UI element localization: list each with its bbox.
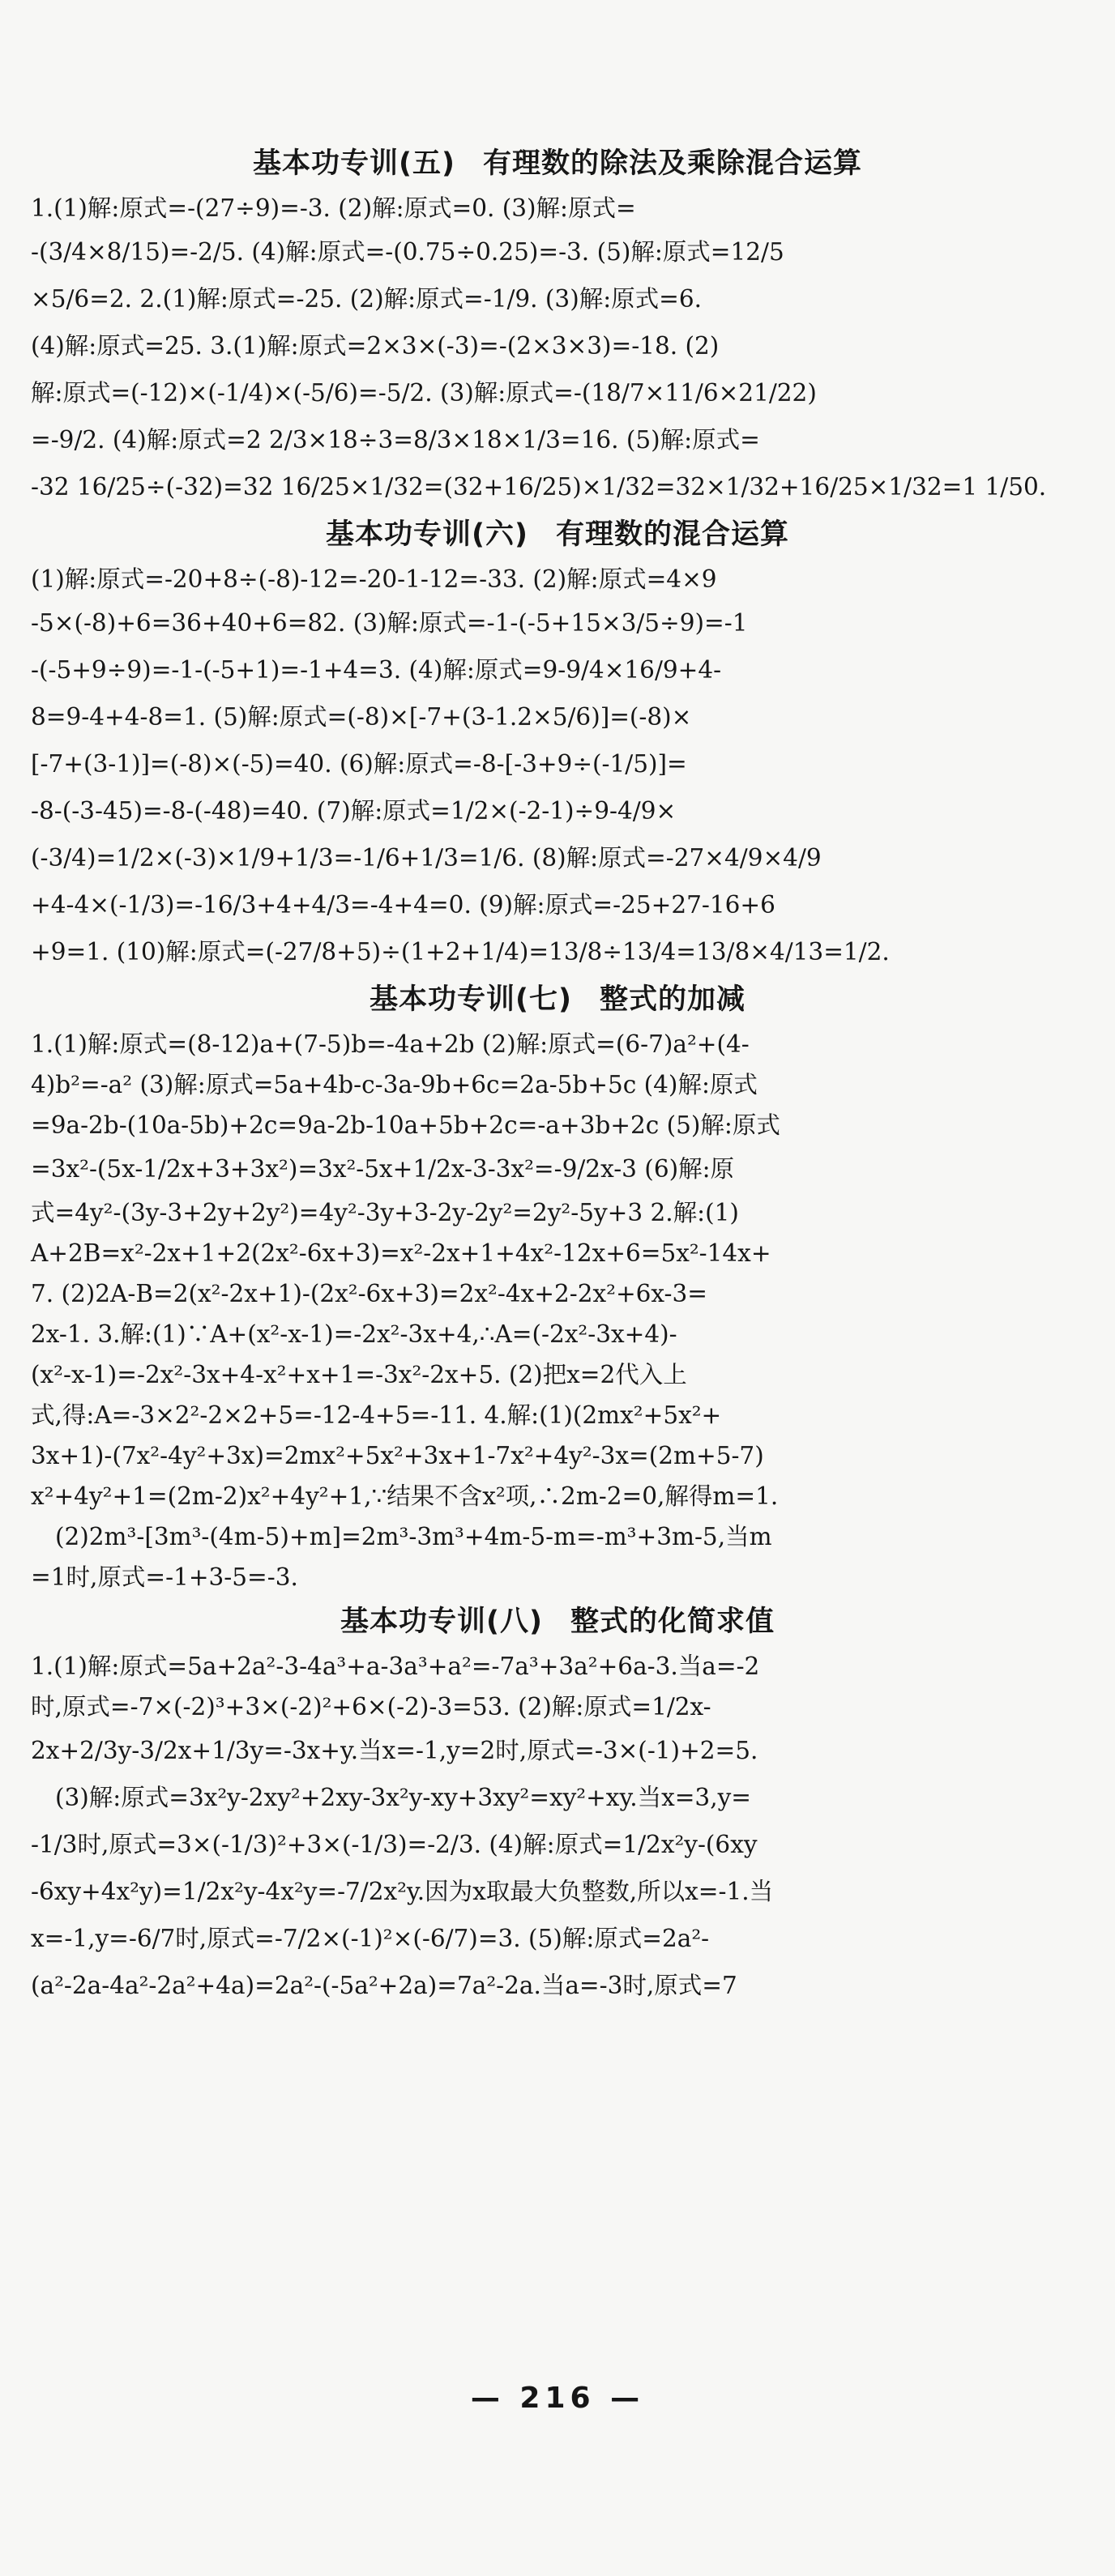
section-subtitle: 整式的加减 xyxy=(599,983,745,1016)
section-subtitle: 有理数的除法及乘除混合运算 xyxy=(482,147,862,180)
text-line: (3)解:原式=3x²y-2xy²+2xy-3x²y-xy+3xy²=xy²+xy.当x=3,y= xyxy=(55,1784,751,1811)
section-title-label: 基本功专训(七) xyxy=(369,983,572,1016)
text-line: 7. (2)2A-B=2(x²-2x+1)-(2x²-6x+3)=2x²-4x+2-2x²+6x-3= xyxy=(31,1280,708,1307)
text-line: 解:原式=(-12)×(-1/4)×(-5/6)=-5/2. (3)解:原式=-(18/7×11/6×21/22) xyxy=(31,379,817,407)
section-5 xyxy=(31,139,1084,510)
section-title xyxy=(31,1597,1084,1646)
text-line: 1.(1)解:原式=(8-12)a+(7-5)b=-4a+2b (2)解:原式=(6-7)a²+(4- xyxy=(31,1030,750,1058)
text-line: =-9/2. (4)解:原式=2 2/3×18÷3=8/3×18×1/3=16. (5)解:原式= xyxy=(31,426,760,454)
section-6 xyxy=(31,510,1084,975)
text-line: 式=4y²-(3y-3+2y+2y²)=4y²-3y+3-2y-2y²=2y²-5y+3 2.解:(1) xyxy=(31,1199,739,1226)
section-title-label: 基本功专训(八) xyxy=(340,1606,543,1638)
text-line: 3x+1)-(7x²-4y²+3x)=2mx²+5x²+3x+1-7x²+4y²-3x=(2m+5-7) xyxy=(31,1442,764,1469)
section-title xyxy=(31,975,1084,1024)
text-line: x=-1,y=-6/7时,原式=-7/2×(-1)²×(-6/7)=3. (5)解:原式=2a²- xyxy=(31,1925,710,1952)
text-line: 1.(1)解:原式=-(27÷9)=-3. (2)解:原式=0. (3)解:原式= xyxy=(31,194,636,222)
section-title xyxy=(31,510,1084,559)
text-line: 1.(1)解:原式=5a+2a²-3-4a³+a-3a³+a²=-7a³+3a²+6a-3.当a=-2 xyxy=(31,1653,760,1680)
text-line: 8=9-4+4-8=1. (5)解:原式=(-8)×[-7+(3-1.2×5/6)]=(-8)× xyxy=(31,703,692,731)
text-line: -(-5+9÷9)=-1-(-5+1)=-1+4=3. (4)解:原式=9-9/4×16/9+4- xyxy=(31,656,722,684)
text-line: +9=1. (10)解:原式=(-27/8+5)÷(1+2+1/4)=13/8÷13/4=13/8×4/13=1/2. xyxy=(31,938,890,966)
text-line: 时,原式=-7×(-2)³+3×(-2)²+6×(-2)-3=53. (2)解:原式=1/2x- xyxy=(31,1693,711,1721)
solution-text xyxy=(31,188,1084,510)
section-8 xyxy=(31,1597,1084,2009)
text-line: -5×(-8)+6=36+40+6=82. (3)解:原式=-1-(-5+15×3/5÷9)=-1 xyxy=(31,609,748,637)
text-line: ×5/6=2. 2.(1)解:原式=-25. (2)解:原式=-1/9. (3)解:原式=6. xyxy=(31,285,703,313)
text-line: 2x+2/3y-3/2x+1/3y=-3x+y.当x=-1,y=2时,原式=-3×(-1)+2=5. xyxy=(31,1737,758,1764)
section-title xyxy=(31,139,1084,188)
text-line: +4-4×(-1/3)=-16/3+4+4/3=-4+4=0. (9)解:原式=-25+27-16+6 xyxy=(31,891,775,919)
text-line: (a²-2a-4a²-2a²+4a)=2a²-(-5a²+2a)=7a²-2a.当a=-3时,原式=7 xyxy=(31,1972,737,1999)
text-line: (-3/4)=1/2×(-3)×1/9+1/3=-1/6+1/3=1/6. (8)解:原式=-27×4/9×4/9 xyxy=(31,844,822,872)
text-line: -8-(-3-45)=-8-(-48)=40. (7)解:原式=1/2×(-2-1)÷9-4/9× xyxy=(31,797,677,825)
section-title-label: 基本功专训(五) xyxy=(252,147,455,180)
text-line: =9a-2b-(10a-5b)+2c=9a-2b-10a+5b+2c=-a+3b+2c (5)解:原式 xyxy=(31,1111,780,1139)
solution-text xyxy=(31,1646,1084,2009)
solution-text xyxy=(31,1024,1084,1597)
text-line: A+2B=x²-2x+1+2(2x²-6x+3)=x²-2x+1+4x²-12x+6=5x²-14x+ xyxy=(31,1239,771,1267)
section-title-label: 基本功专训(六) xyxy=(325,518,528,551)
text-line: =1时,原式=-1+3-5=-3. xyxy=(31,1563,298,1591)
text-line: x²+4y²+1=(2m-2)x²+4y²+1,∵结果不含x²项,∴2m-2=0,解得m=1. xyxy=(31,1482,779,1510)
text-line: =3x²-(5x-1/2x+3+3x²)=3x²-5x+1/2x-3-3x²=-9/2x-3 (6)解:原 xyxy=(31,1155,735,1183)
solution-text xyxy=(31,559,1084,975)
section-subtitle: 整式的化简求值 xyxy=(570,1606,775,1638)
text-line: -6xy+4x²y)=1/2x²y-4x²y=-7/2x²y.因为x取最大负整数,所以x=-1.当 xyxy=(31,1878,774,1905)
page-number: — 216 — xyxy=(470,2382,645,2415)
text-line: -(3/4×8/15)=-2/5. (4)解:原式=-(0.75÷0.25)=-3. (5)解:原式=12/5 xyxy=(31,238,784,266)
section-subtitle: 有理数的混合运算 xyxy=(555,518,789,551)
text-line: -1/3时,原式=3×(-1/3)²+3×(-1/3)=-2/3. (4)解:原式=1/2x²y-(6xy xyxy=(31,1831,758,1858)
page-content xyxy=(31,139,1084,2009)
text-line: (2)2m³-[3m³-(4m-5)+m]=2m³-3m³+4m-5-m=-m³+3m-5,当m xyxy=(55,1523,772,1550)
text-line: -32 16/25÷(-32)=32 16/25×1/32=(32+16/25)×1/32=32×1/32+16/25×1/32=1 1/50. xyxy=(31,473,1047,501)
text-line: 2x-1. 3.解:(1)∵A+(x²-x-1)=-2x²-3x+4,∴A=(-2x²-3x+4)- xyxy=(31,1320,677,1348)
text-line: 4)b²=-a² (3)解:原式=5a+4b-c-3a-9b+6c=2a-5b+5c (4)解:原式 xyxy=(31,1071,758,1098)
text-line: 式,得:A=-3×2²-2×2+5=-12-4+5=-11. 4.解:(1)(2mx²+5x²+ xyxy=(31,1401,722,1429)
text-line: (x²-x-1)=-2x²-3x+4-x²+x+1=-3x²-2x+5. (2)把x=2代入上 xyxy=(31,1361,687,1388)
text-line: [-7+(3-1)]=(-8)×(-5)=40. (6)解:原式=-8-[-3+9÷(-1/5)]= xyxy=(31,750,687,778)
section-7 xyxy=(31,975,1084,1597)
text-line: (4)解:原式=25. 3.(1)解:原式=2×3×(-3)=-(2×3×3)=-18. (2) xyxy=(31,332,720,360)
text-line: (1)解:原式=-20+8÷(-8)-12=-20-1-12=-33. (2)解:原式=4×9 xyxy=(31,565,717,593)
